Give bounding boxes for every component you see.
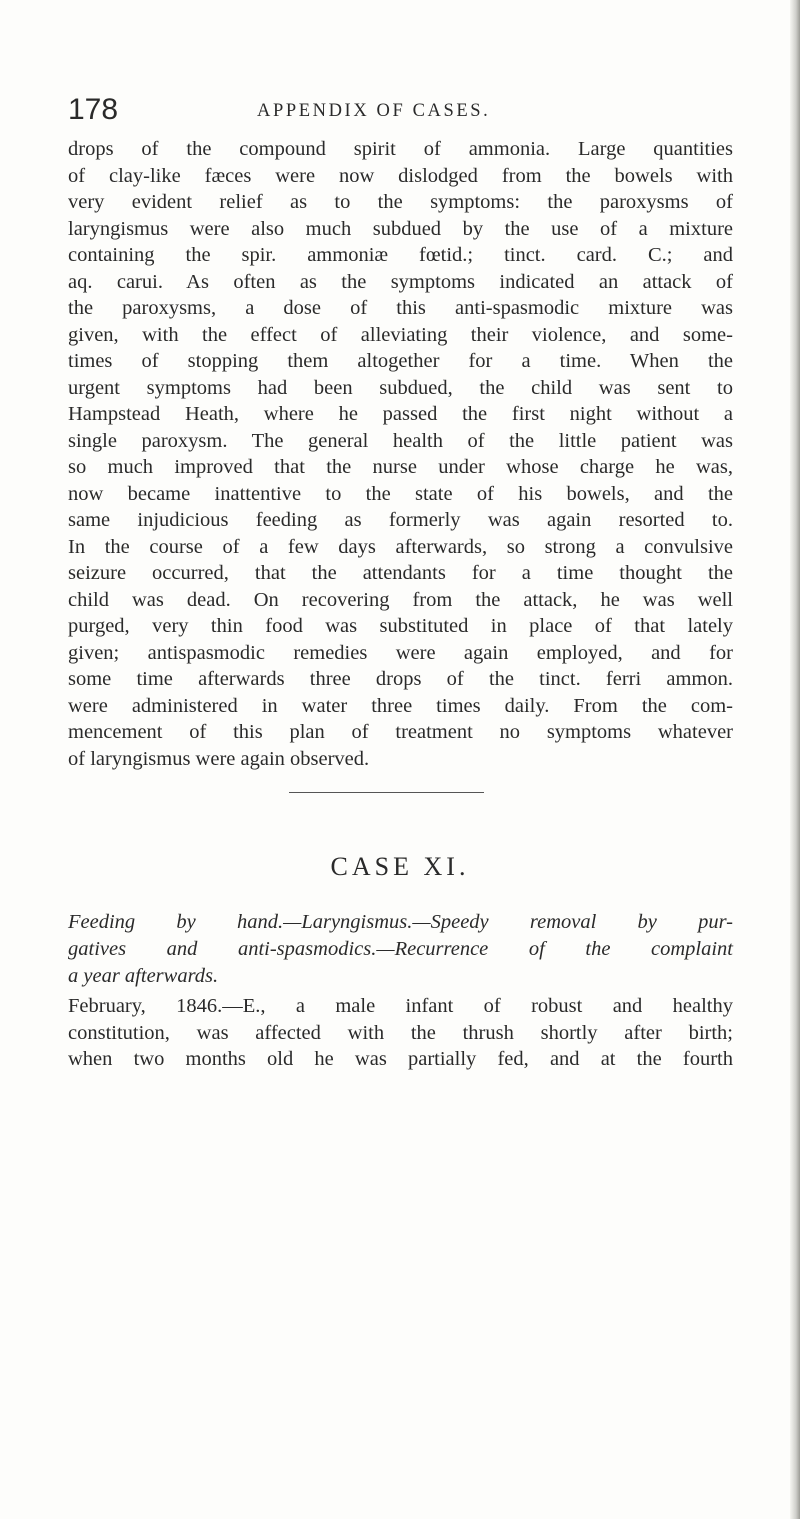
body-paragraph	[68, 136, 733, 772]
text-line: some time afterwards three drops of the tinct. ferri ammon.	[68, 668, 733, 690]
text-line: were administered in water three times daily. From the com-	[68, 694, 733, 717]
page-edge-shadow	[790, 0, 800, 1519]
text-line: urgent symptoms had been subdued, the child was sent to	[68, 376, 733, 399]
text-line: laryngismus were also much subdued by the use of a mixture	[68, 217, 733, 240]
summary-line: gatives and anti-spasmodics.—Recurrence of the complaint	[68, 938, 733, 960]
text-line: given; antispasmodic remedies were again employed, and for	[68, 641, 733, 664]
case-summary	[68, 909, 733, 990]
text-line: constitution, was affected with the thrush shortly after birth;	[68, 1021, 733, 1044]
text-line: very evident relief as to the symptoms: the paroxysms of	[68, 191, 733, 213]
section-divider	[289, 792, 484, 793]
page-header	[68, 93, 733, 133]
summary-line: a year afterwards.	[68, 965, 219, 987]
text-line: single paroxysm. The general health of the little patient was	[68, 429, 733, 452]
text-line: same injudicious feeding as formerly was again resorted to.	[68, 509, 733, 531]
text-line: In the course of a few days afterwards, so strong a convulsive	[68, 535, 733, 558]
text-line: purged, very thin food was substituted in place of that lately	[68, 615, 733, 637]
text-line: February, 1846.—E., a male infant of robust and healthy	[68, 995, 733, 1017]
text-line: seizure occurred, that the attendants for a time thought the	[68, 562, 733, 584]
text-line: drops of the compound spirit of ammonia. Large quantities	[68, 138, 733, 160]
text-line: child was dead. On recovering from the attack, he was well	[68, 588, 733, 611]
text-line: times of stopping them altogether for a time. When the	[68, 350, 733, 372]
text-line: given, with the effect of alleviating their violence, and some-	[68, 323, 733, 346]
text-line: Hampstead Heath, where he passed the first night without a	[68, 403, 733, 425]
case-body-paragraph	[68, 993, 733, 1073]
text-line: so much improved that the nurse under whose charge he was,	[68, 456, 733, 478]
case-title: CASE XI.	[330, 852, 470, 881]
page-number: 178	[68, 93, 119, 126]
text-line: aq. carui. As often as the symptoms indicated an attack of	[68, 270, 733, 293]
running-head: APPENDIX OF CASES.	[257, 101, 491, 121]
summary-line: Feeding by hand.—Laryngismus.—Speedy removal by pur-	[68, 911, 733, 933]
text-line: of clay-like fæces were now dislodged from the bowels with	[68, 164, 733, 187]
text-line: the paroxysms, a dose of this anti-spasmodic mixture was	[68, 297, 733, 319]
text-line: containing the spir. ammoniæ fœtid.; tinct. card. C.; and	[68, 244, 733, 266]
text-line: of laryngismus were again observed.	[68, 747, 370, 770]
text-line: when two months old he was partially fed, and at the fourth	[68, 1048, 733, 1070]
text-line: now became inattentive to the state of his bowels, and the	[68, 482, 733, 505]
text-line: mencement of this plan of treatment no symptoms whatever	[68, 721, 733, 743]
